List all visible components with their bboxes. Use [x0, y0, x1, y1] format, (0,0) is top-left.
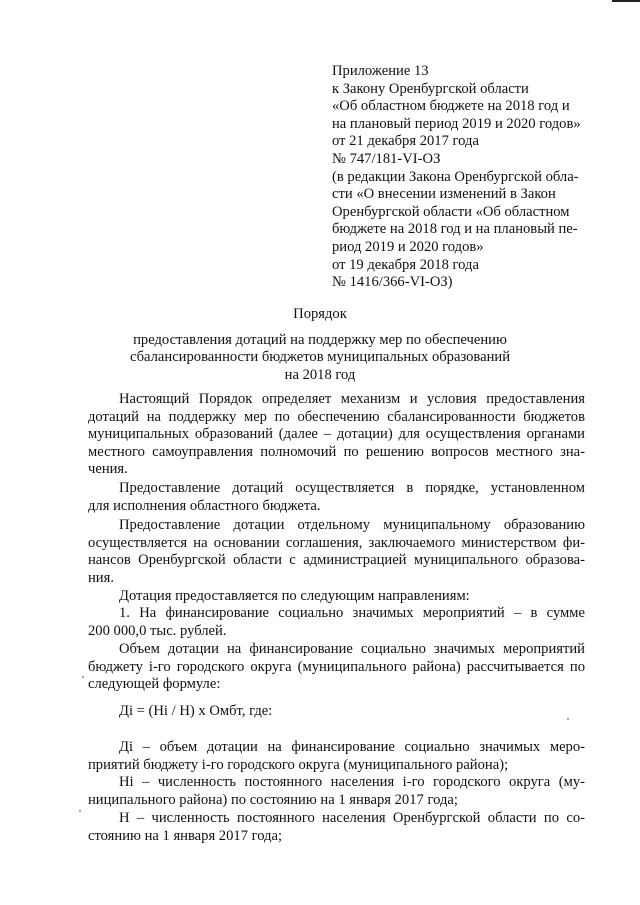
paragraph-1 [88, 391, 585, 479]
scan-speck [82, 676, 84, 678]
paragraph-line: приятий бюджету i-го городского округа (муниципального района); [88, 756, 509, 773]
paragraph-line: 200 000,0 тыс. рублей. [88, 622, 227, 639]
paragraph-line: Объем дотации на финансирование социально значимых мероприятий [119, 641, 585, 657]
paragraph-line: Дотация предоставляется по следующим направлениям: [119, 588, 470, 604]
title-word: Порядок [293, 306, 347, 322]
paragraph-2 [88, 480, 585, 515]
paragraph-6 [88, 641, 585, 694]
paragraph-line: Предоставление дотации отдельному муниципальному образованию [119, 517, 585, 533]
scan-corner-mark [612, 0, 640, 2]
appendix-line: сти «О внесении изменений в Закон [332, 186, 556, 203]
appendix-line: № 1416/366-VI-ОЗ) [332, 274, 453, 291]
paragraph-line: Нi – численность постоянного населения i-го городского округа (му- [119, 774, 585, 790]
appendix-line: № 747/181-VI-ОЗ [332, 150, 441, 167]
paragraph-7 [88, 739, 585, 774]
paragraph-line: Предоставление дотаций осуществляется в порядке, установленном [119, 480, 585, 496]
paragraph-line: Н – численность постоянного населения Оренбургской области по со- [119, 810, 585, 826]
paragraph-5 [88, 605, 585, 640]
paragraph-line: ниципального района) по состоянию на 1 января 2017 года; [88, 791, 458, 808]
paragraph-4 [88, 588, 585, 606]
paragraph-line: местного самоуправления полномочий по решению вопросов местного зна- [88, 443, 585, 460]
appendix-line: от 21 декабря 2017 года [332, 133, 479, 150]
paragraph-9 [88, 810, 585, 845]
paragraph-line: стоянию на 1 января 2017 года; [88, 827, 283, 844]
scan-speck [567, 718, 569, 720]
paragraph-line: бюджету i-го городского округа (муниципального района) рассчитывается по [88, 658, 585, 675]
appendix-line: Приложение 13 [332, 63, 429, 79]
paragraph-line: Настоящий Порядок определяет механизм и условия предоставления [119, 391, 585, 407]
paragraph-line: дотаций на поддержку мер по обеспечению сбалансированности бюджетов [88, 408, 585, 425]
paragraph-line: 1. На финансирование социально значимых мероприятий – в сумме [119, 605, 585, 621]
paragraph-line: Дi – объем дотации на финансирование социально значимых меро- [119, 739, 585, 755]
title-line: на 2018 год [284, 366, 356, 383]
paragraph-line: следующей формуле: [88, 676, 221, 693]
appendix-line: от 19 декабря 2018 года [332, 256, 479, 273]
document-title [60, 306, 580, 384]
appendix-line: «Об областном бюджете на 2018 год и [332, 98, 570, 115]
appendix-line: на плановый период 2019 и 2020 годов» [332, 115, 581, 132]
appendix-line: к Закону Оренбургской области [332, 80, 529, 97]
title-line: сбалансированности бюджетов муниципальных образований [129, 349, 511, 366]
appendix-header [332, 63, 618, 292]
appendix-line: Оренбургской области «Об областном [332, 203, 570, 220]
title-line: предоставления дотаций на поддержку мер по обеспечению [133, 331, 507, 348]
appendix-line: бюджете на 2018 год и на плановый пе- [332, 221, 578, 238]
paragraph-line: нансов Оренбургской области с администрацией муниципального образова- [88, 552, 585, 569]
paragraph-line: чения. [88, 461, 128, 478]
appendix-line: риод 2019 и 2020 годов» [332, 238, 484, 255]
appendix-line: (в редакции Закона Оренбургской обла- [332, 168, 579, 185]
paragraph-line: для исполнения областного бюджета. [88, 497, 321, 514]
paragraph-3 [88, 517, 585, 587]
paragraph-line: муниципальных образований (далее – дотации) для осуществления органами [88, 426, 585, 443]
paragraph-line: осуществляется на основании соглашения, заключаемого министерством фи- [88, 534, 585, 551]
paragraph-line: ния. [88, 569, 114, 586]
formula: Дi = (Нi / Н) x Омбт, где: [119, 703, 273, 719]
paragraph-8 [88, 774, 585, 809]
scan-speck [79, 810, 81, 812]
